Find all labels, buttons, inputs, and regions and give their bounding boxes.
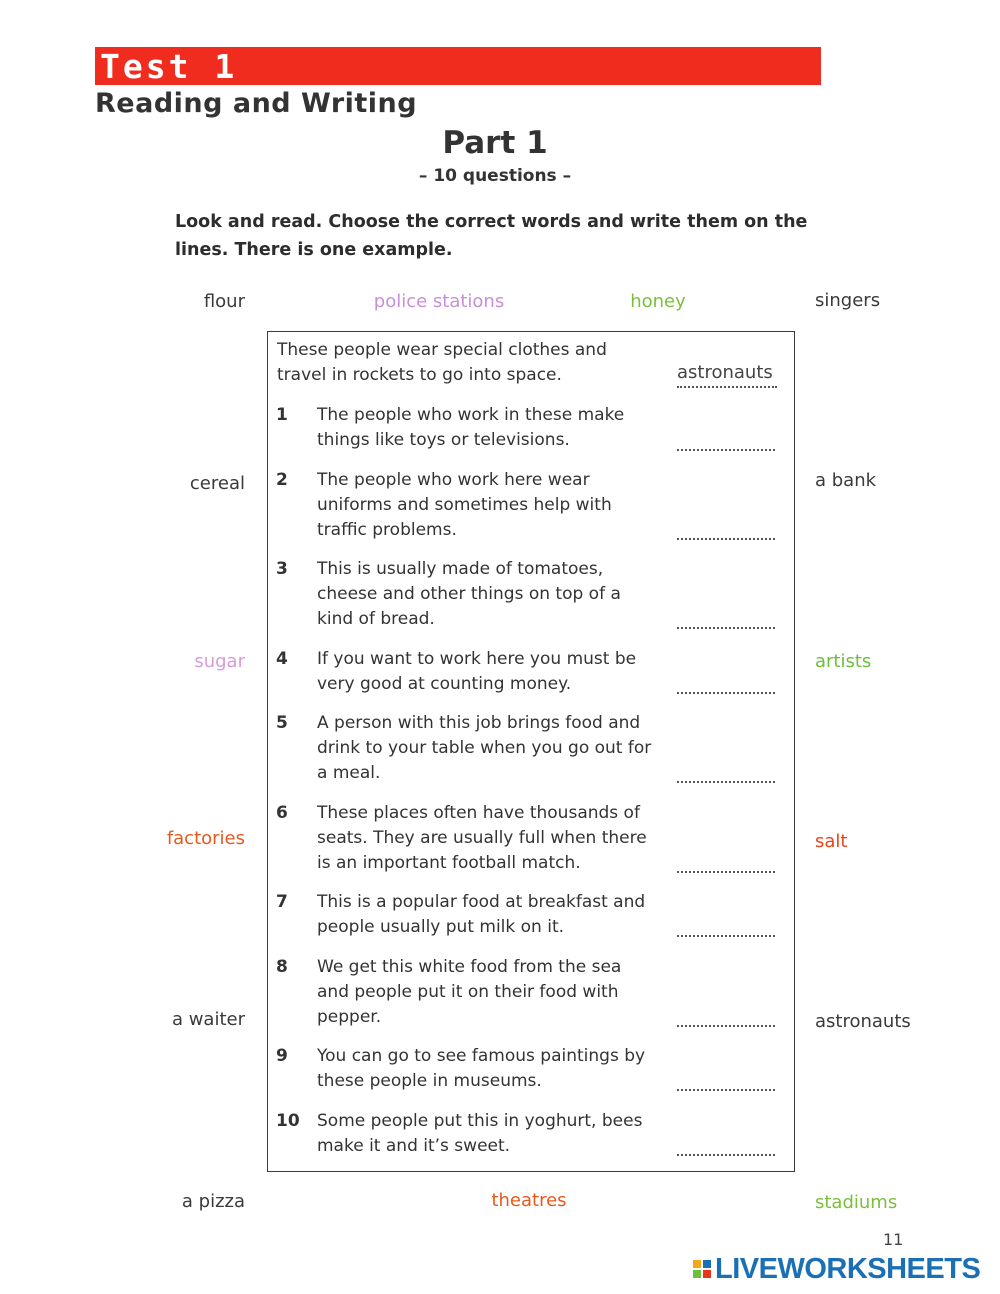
answer-line[interactable] xyxy=(677,781,775,783)
word-bank-item: a waiter xyxy=(171,1009,245,1030)
word-bank-item: theatres xyxy=(491,1190,567,1211)
word-bank-item: a bank xyxy=(815,470,877,491)
question-text: These places often have thousands of seats. They are usually full when there is an important football match. xyxy=(317,803,647,873)
answer-line[interactable] xyxy=(677,538,775,540)
part-title: Part 1 xyxy=(442,125,548,161)
part-subtitle: – 10 questions – xyxy=(418,166,572,186)
question-number: 8 xyxy=(276,957,288,977)
answer-line[interactable] xyxy=(677,692,775,694)
question-text: This is usually made of tomatoes, cheese and other things on top of a kind of bread. xyxy=(317,559,621,629)
example-text: These people wear special clothes and travel in rockets to go into space. xyxy=(277,340,607,385)
word-bank-item: sugar xyxy=(194,651,245,672)
answer-line[interactable] xyxy=(677,627,775,629)
word-bank-item: artists xyxy=(815,651,872,672)
word-bank-item: a pizza xyxy=(181,1191,245,1212)
question-number: 5 xyxy=(276,713,288,733)
word-bank-item: factories xyxy=(166,828,245,849)
liveworksheets-logo[interactable] xyxy=(693,1254,980,1284)
answer-line[interactable] xyxy=(677,449,775,451)
word-bank-item: astronauts xyxy=(815,1011,911,1032)
example-answer: astronauts xyxy=(677,360,777,388)
word-bank-item: cereal xyxy=(189,473,245,494)
question-text: This is a popular food at breakfast and people usually put milk on it. xyxy=(317,892,646,937)
page-number: 11 xyxy=(883,1230,904,1249)
logo-square xyxy=(703,1270,711,1278)
question-text: The people who work here wear uniforms and sometimes help with traffic problems. xyxy=(317,470,612,540)
word-bank-item: salt xyxy=(815,831,848,852)
question-number: 7 xyxy=(276,892,288,912)
question-text: The people who work in these make things like toys or televisions. xyxy=(317,405,625,450)
question-text: You can go to see famous paintings by these people in museums. xyxy=(317,1046,646,1091)
answer-line[interactable] xyxy=(677,1025,775,1027)
question-number: 2 xyxy=(276,470,288,490)
question-text: Some people put this in yoghurt, bees make it and it’s sweet. xyxy=(317,1111,643,1156)
question-number: 4 xyxy=(276,649,288,669)
logo-square xyxy=(693,1270,701,1278)
question-number: 10 xyxy=(276,1111,300,1131)
word-bank-item: singers xyxy=(815,290,881,311)
answer-line[interactable] xyxy=(677,1089,775,1091)
answer-line[interactable] xyxy=(677,871,775,873)
word-bank-item: police stations xyxy=(373,291,505,312)
question-number: 3 xyxy=(276,559,288,579)
question-text: A person with this job brings food and drink to your table when you go out for a meal. xyxy=(317,713,652,783)
question-text: We get this white food from the sea and people put it on their food with pepper. xyxy=(317,957,622,1027)
logo-text: LIVEWORKSHEETS xyxy=(715,1252,981,1285)
logo-square xyxy=(693,1260,701,1268)
word-bank-item: flour xyxy=(203,291,245,312)
logo-grid-icon xyxy=(693,1260,711,1278)
answer-line[interactable] xyxy=(677,935,775,937)
instructions: Look and read. Choose the correct words and write them on the lines. There is one example. xyxy=(175,212,808,260)
logo-square xyxy=(703,1260,711,1268)
section-title: Reading and Writing xyxy=(95,88,418,119)
question-number: 1 xyxy=(276,405,288,425)
question-number: 9 xyxy=(276,1046,288,1066)
test-label: Test 1 xyxy=(100,47,238,86)
word-bank-item: honey xyxy=(630,291,686,312)
question-text: If you want to work here you must be very good at counting money. xyxy=(317,649,637,694)
question-number: 6 xyxy=(276,803,288,823)
answer-line[interactable] xyxy=(677,1154,775,1156)
word-bank-item: stadiums xyxy=(815,1192,898,1213)
